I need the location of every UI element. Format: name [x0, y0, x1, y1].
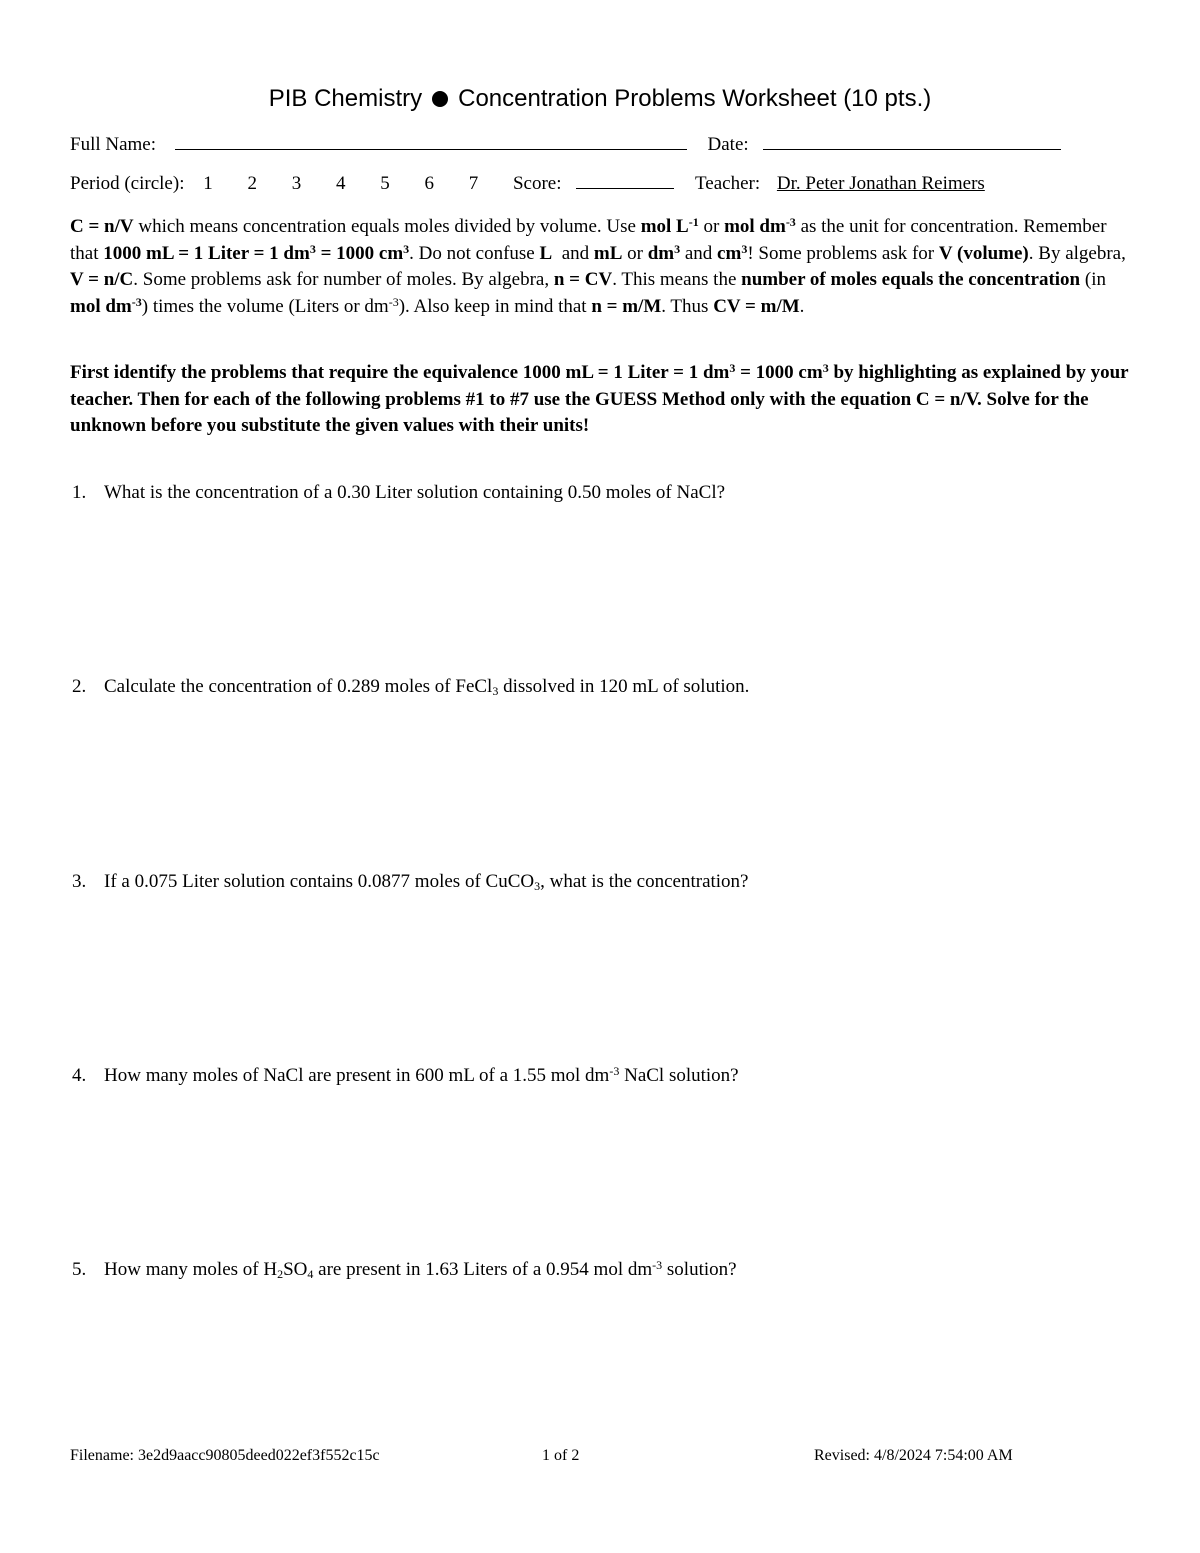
period-option[interactable]: 1 — [203, 173, 213, 194]
question-number: 4. — [72, 1065, 87, 1086]
full-name-label: Full Name: — [70, 134, 157, 155]
date-field[interactable] — [763, 131, 1061, 150]
unit-mol-dm: mol $dm^{-3}$ — [70, 295, 142, 318]
superscript: -3 — [652, 1258, 663, 1272]
unit-mol-l: mol $L^{-1}$ — [640, 215, 699, 237]
equation-nm: n = m/M — [591, 296, 662, 318]
question-5 — [72, 1259, 737, 1281]
period-option[interactable]: 5 — [380, 173, 390, 194]
teacher-label: Teacher: — [695, 173, 761, 194]
unit-mol-dm: mol $dm^{-3}$ — [724, 215, 796, 237]
page-title — [0, 85, 1200, 113]
question-text: solution? — [662, 1259, 737, 1280]
full-name-field[interactable] — [175, 131, 687, 150]
unit-ml: mL — [593, 242, 623, 264]
superscript: -3 — [388, 295, 399, 310]
intro-text: . This means the — [612, 269, 737, 291]
footer-filename: Filename: 3e2d9aacc90805deed022ef3f552c15c — [70, 1447, 380, 1464]
equation-cv: CV = m/M — [713, 296, 800, 318]
unit-l: L — [539, 242, 553, 264]
score-label: Score: — [512, 173, 562, 194]
worksheet-title: Concentration Problems Worksheet (10 pts.) — [458, 85, 932, 112]
intro-text: ). Also keep in mind that — [398, 296, 587, 318]
instructions — [70, 360, 1130, 440]
volume-equivalence: 1000 mL = 1 Liter = 1 $dm^3 = 1000$ $cm^3$ — [103, 241, 410, 264]
question-text: NaCl solution? — [619, 1065, 739, 1086]
intro-text: ! Some problems ask for — [747, 242, 935, 264]
intro-text: or — [627, 242, 643, 264]
v-volume: V (volume) — [938, 242, 1029, 264]
intro-text: (in — [1084, 269, 1106, 291]
intro-paragraph: C = n/V which means concentration equals moles divided by volume. Use mol $L^{-1}$ or mol $dm^{-3}$ as the unit for concentration. Remember that 1000 mL = 1 Liter = 1 $dm^3 = 1000$ $cm^3$. Do not confuse L and mL or $dm^3$ and $cm^3$! Some problems ask for V (volume). By algebra, V = n/C. Some problems ask for number of moles. By algebra, n = CV. This means the number of moles equals the concentration (in mol $dm^{-3}$) times the volume (Liters or $dm^{-3}$). Also keep in mind that n = m/M. Thus CV = m/M. — [70, 215, 1126, 318]
question-number: 1. — [72, 482, 87, 503]
instructions-text: First identify the problems that require the equivalence 1000 mL = 1 Liter = 1 dm — [70, 362, 730, 383]
question-number: 2. — [72, 676, 87, 697]
course-name: PIB Chemistry — [268, 85, 423, 112]
footer-revised: Revised: 4/8/2024 7:54:00 AM — [814, 1447, 1013, 1464]
period-option[interactable]: 4 — [335, 173, 346, 194]
question-text: Calculate the concentration of 0.289 moles of FeCl — [104, 676, 493, 697]
score-field[interactable] — [576, 170, 674, 189]
period-option[interactable]: 7 — [468, 173, 479, 194]
period-label: Period (circle): — [70, 173, 185, 194]
instructions-text: by highlighting as explained by your teacher. Then for each of the following problems #1 to #7 use the GUESS Method only with the equation C = n/V. Solve for the unknown before you substitute the given values with their units! — [70, 362, 1129, 437]
intro-text: ) times the volume (Liters or dm — [141, 296, 389, 318]
intro-text: and — [561, 242, 590, 264]
question-text: are present in 1.63 Liters of a 0.954 mol dm — [313, 1259, 653, 1280]
intro-text: and — [684, 242, 713, 264]
question-text: If a 0.075 Liter solution contains 0.0877 moles of CuCO — [104, 871, 535, 892]
period-option[interactable]: 6 — [424, 173, 434, 194]
intro-text: . Some problems ask for number of moles. By algebra, — [133, 269, 550, 291]
question-text: dissolved in 120 mL of solution. — [498, 676, 750, 697]
intro-text: which means concentration equals moles divided by volume. Use — [138, 216, 636, 237]
intro-text: . By algebra, — [1028, 242, 1126, 264]
period-option[interactable]: 2 — [247, 173, 257, 194]
question-text: How many moles of H — [104, 1259, 278, 1280]
instructions-text: = 1000 cm — [735, 362, 823, 383]
question-number: 5. — [72, 1259, 87, 1280]
superscript: 3 — [729, 361, 736, 375]
unit-dm3: $dm^3$ — [647, 241, 681, 264]
equation-c: C = n/V — [70, 216, 134, 237]
period-option[interactable]: 3 — [291, 173, 302, 194]
teacher-name: Dr. Peter Jonathan Reimers — [776, 173, 985, 194]
superscript: -3 — [609, 1064, 620, 1078]
question-3 — [72, 871, 749, 893]
equation-n: n = CV — [553, 269, 613, 291]
subscript: 3 — [534, 879, 541, 893]
superscript: 3 — [822, 361, 829, 375]
footer-page-number: 1 of 2 — [542, 1447, 580, 1464]
name-date-row — [70, 131, 1061, 156]
subscript: 4 — [307, 1267, 314, 1281]
question-2 — [72, 676, 749, 698]
question-4 — [72, 1065, 739, 1087]
question-number: 3. — [72, 871, 87, 892]
date-label: Date: — [707, 134, 749, 155]
intro-text: . Thus — [661, 296, 709, 318]
question-text: , what is the concentration? — [540, 871, 749, 892]
equation-v: V = n/C — [70, 269, 134, 291]
question-1 — [72, 482, 725, 504]
unit-cm3: $cm^3$ — [717, 241, 748, 264]
moles-concentration-phrase: number of moles equals the concentration — [741, 269, 1081, 291]
period-row — [70, 170, 985, 195]
intro-text: . Do not confuse — [409, 242, 535, 264]
question-text: What is the concentration of a 0.30 Liter solution containing 0.50 moles of NaCl? — [104, 482, 726, 503]
subscript: 2 — [277, 1267, 284, 1281]
question-text: SO — [283, 1259, 308, 1280]
intro-text: as the unit for concentration. Remember that — [70, 216, 1107, 264]
subscript: 3 — [492, 684, 499, 698]
intro-text: or — [703, 216, 720, 237]
question-text: How many moles of NaCl are present in 600 mL of a 1.55 mol dm — [104, 1065, 610, 1086]
bullet-icon — [432, 91, 448, 107]
